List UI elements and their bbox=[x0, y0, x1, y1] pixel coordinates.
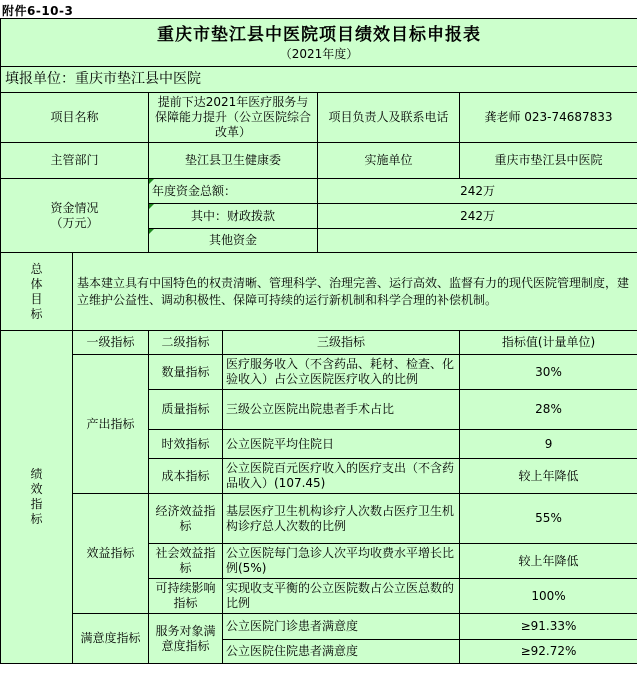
indicator-text: 医疗服务收入（不含药品、耗材、检查、化验收入）占公立医院医疗收入的比例 bbox=[223, 355, 460, 390]
indicator-value: 较上年降低 bbox=[460, 544, 637, 579]
indicator-value: 较上年降低 bbox=[460, 459, 637, 494]
level2-quality: 质量指标 bbox=[149, 390, 223, 430]
funds-other-value bbox=[318, 229, 637, 253]
indicator-value: 30% bbox=[460, 355, 637, 390]
level1-output: 产出指标 bbox=[73, 355, 149, 494]
department-value: 垫江县卫生健康委 bbox=[149, 143, 318, 179]
level2-timeliness: 时效指标 bbox=[149, 430, 223, 459]
level2-cost: 成本指标 bbox=[149, 459, 223, 494]
level2-social: 社会效益指标 bbox=[149, 544, 223, 579]
report-year: （2021年度） bbox=[279, 46, 359, 61]
indicator-text: 基层医疗卫生机构诊疗人次数占医疗卫生机构诊疗总人次数的比例 bbox=[223, 494, 460, 544]
indicator-value: 28% bbox=[460, 390, 637, 430]
indicator-text: 公立医院百元医疗收入的医疗支出（不含药品收入）(107.45) bbox=[223, 459, 460, 494]
indicator-text: 实现收支平衡的公立医院数占公立医总数的比例 bbox=[223, 579, 460, 614]
page-title: 重庆市垫江县中医院项目绩效目标申报表 bbox=[157, 24, 482, 45]
overall-goal-label: 总 体 目 标 bbox=[1, 253, 73, 331]
level2-sustain: 可持续影响指标 bbox=[149, 579, 223, 614]
indicator-value: 9 bbox=[460, 430, 637, 459]
performance-label: 绩 效 指 标 bbox=[1, 331, 73, 664]
indicator-text: 公立医院住院患者满意度 bbox=[223, 640, 460, 664]
project-name-label: 项目名称 bbox=[1, 93, 149, 143]
level1-satisfaction: 满意度指标 bbox=[73, 614, 149, 664]
level1-benefit: 效益指标 bbox=[73, 494, 149, 614]
performance-form-table bbox=[0, 18, 637, 664]
header-level1: 一级指标 bbox=[73, 331, 149, 355]
header-level2: 二级指标 bbox=[149, 331, 223, 355]
indicator-text: 公立医院每门急诊人次平均收费水平增长比例(5%) bbox=[223, 544, 460, 579]
annex-label: 附件6-10-3 bbox=[2, 4, 74, 18]
header-value: 指标值(计量单位) bbox=[460, 331, 637, 355]
impl-unit-value: 重庆市垫江县中医院 bbox=[460, 143, 637, 179]
overall-goal-text: 基本建立具有中国特色的权责清晰、管理科学、治理完善、运行高效、监督有力的现代医院管理制度，建立维护公益性、调动积极性、保障可持续的运行新机制和科学合理的补偿机制。 bbox=[73, 253, 637, 331]
indicator-value: ≥91.33% bbox=[460, 614, 637, 640]
funds-fiscal-value: 242万 bbox=[318, 204, 637, 229]
funds-fiscal-label: 其中：财政拨款 bbox=[149, 204, 318, 229]
indicator-value: 100% bbox=[460, 579, 637, 614]
indicator-text: 公立医院平均住院日 bbox=[223, 430, 460, 459]
indicator-text: 三级公立医院出院患者手术占比 bbox=[223, 390, 460, 430]
funds-other-label: 其他资金 bbox=[149, 229, 318, 253]
title-cell bbox=[1, 19, 637, 67]
indicator-value: ≥92.72% bbox=[460, 640, 637, 664]
impl-unit-label: 实施单位 bbox=[318, 143, 460, 179]
project-contact-value: 龚老师 023-74687833 bbox=[460, 93, 637, 143]
department-label: 主管部门 bbox=[1, 143, 149, 179]
reporting-unit: 填报单位：重庆市垫江县中医院 bbox=[1, 67, 637, 93]
project-name-value: 提前下达2021年医疗服务与保障能力提升（公立医院综合改革） bbox=[149, 93, 318, 143]
level2-service: 服务对象满意度指标 bbox=[149, 614, 223, 664]
level2-quantity: 数量指标 bbox=[149, 355, 223, 390]
funds-total-value: 242万 bbox=[318, 179, 637, 204]
indicator-text: 公立医院门诊患者满意度 bbox=[223, 614, 460, 640]
header-level3: 三级指标 bbox=[223, 331, 460, 355]
level2-economic: 经济效益指标 bbox=[149, 494, 223, 544]
project-contact-label: 项目负责人及联系电话 bbox=[318, 93, 460, 143]
funds-total-label: 年度资金总额： bbox=[149, 179, 318, 204]
funds-label: 资金情况 （万元） bbox=[1, 179, 149, 253]
indicator-value: 55% bbox=[460, 494, 637, 544]
